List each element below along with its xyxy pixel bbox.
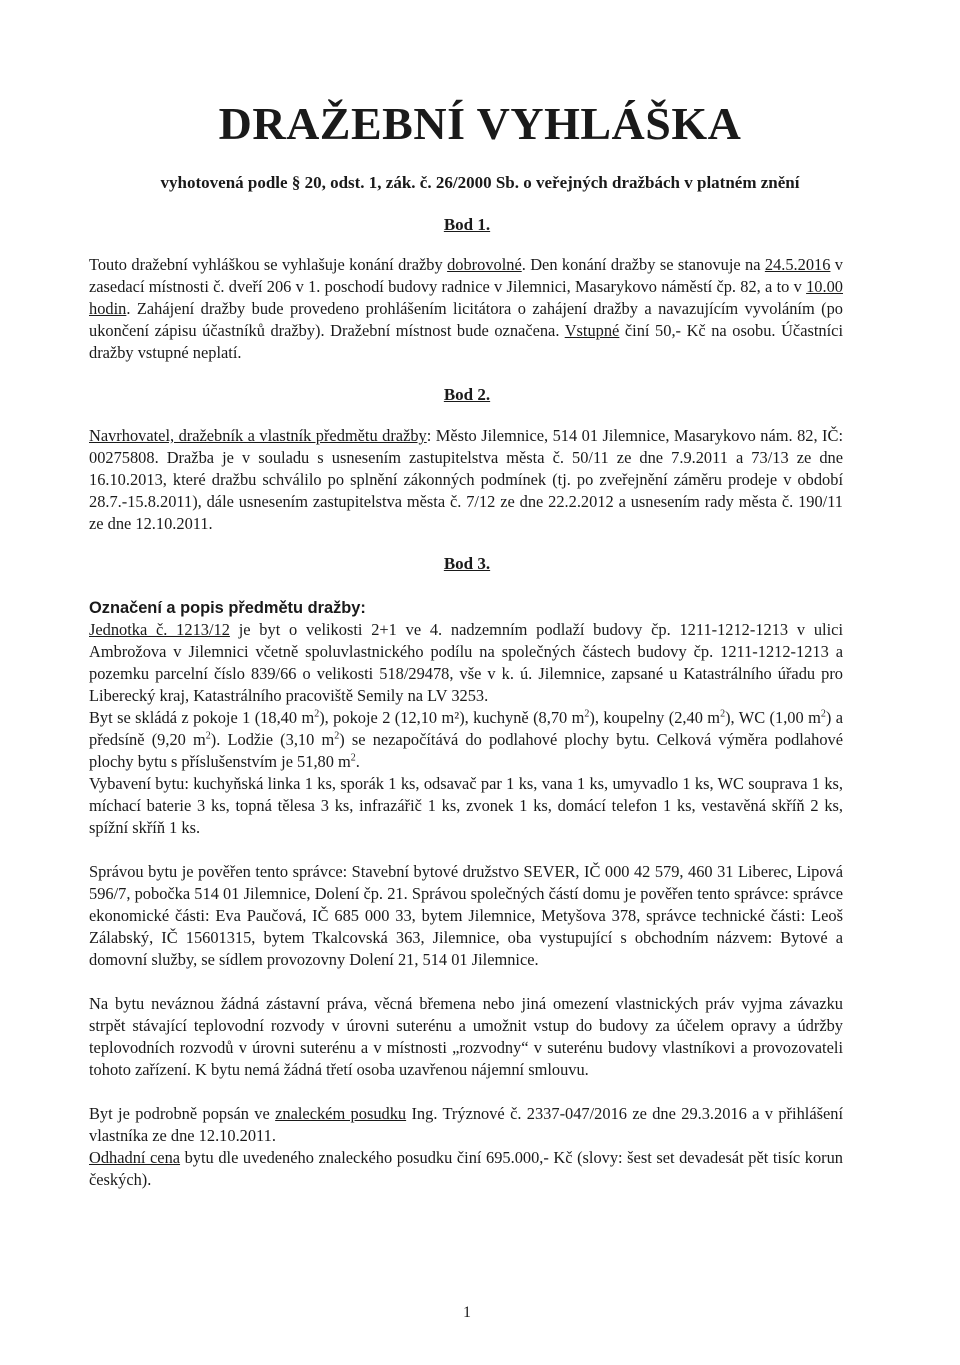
price-text: bytu dle uvedeného znaleckého posudku činí 695.000,- Kč (slovy: šest set devadesát pět tisíc korun českých).	[89, 1148, 843, 1189]
bod3-encumbrances: Na bytu neváznou žádná zástavní práva, věcná břemena nebo jiná omezení vlastnických práv vyjma závazku strpět stávající teplovodní rozvody v úrovni suterénu a umožnit vstup do budovy za účelem opravy a údržby teplovodních rozvodů v úrovni suterénu a v místnosti „rozvodny“ v suterénu budovy vlastníkovi a provozovateli tohoto zařízení. K bytu nemá žádná třetí osoba uzavřenou nájemní smlouvu.	[89, 994, 843, 1079]
rooms-a: Byt se skládá z pokoje 1 (18,40 m	[89, 708, 315, 727]
bod3-rooms	[89, 707, 843, 773]
bod3-section-title: Označení a popis předmětu dražby:	[89, 599, 366, 617]
bod3-heading: Bod 3.	[443, 554, 491, 573]
bod2-text	[89, 425, 843, 535]
bod1-date: 24.5.2016	[764, 255, 831, 274]
rooms-f: ). Lodžie (3,10 m	[210, 730, 335, 749]
sup: 2	[720, 708, 726, 720]
bod3-text	[89, 597, 843, 1191]
sup: 2	[584, 708, 590, 720]
bod3-expert-report	[89, 1103, 843, 1147]
price-label: Odhadní cena	[89, 1148, 181, 1167]
bod2-heading: Bod 2.	[443, 385, 491, 404]
rooms-e: ) a předsíně (9,20 m	[89, 708, 843, 749]
bod1-text-4: . Zahájení dražby bude provedeno prohlášením licitátora o zahájení dražby a navazujícím vyvoláním (po ukončení zápisu účastníků dražby). Dražební místnost bude označena.	[89, 299, 843, 340]
expert-text-1: Byt je podrobně popsán ve	[89, 1104, 276, 1123]
rooms-h: .	[355, 752, 360, 771]
unit-description: je byt o velikosti 2+1 ve 4. nadzemním podlaží budovy čp. 1211-1212-1213 v ulici Ambrožova v Jilemnici včetně spoluvlastnického podílu na společných částech budovy čp. 1211-1212-1213 a pozemku parcelní číslo 839/66 o velikosti 518/29478, vše v k. ú. Jilemnice, zapsané u Katastrálního úřadu pro Liberecký kraj, Katastrálního pracoviště Semily na LV 3253.	[89, 620, 843, 705]
rooms-g: ) se nezapočítává do podlahové plochy bytu. Celková výměra podlahové plochy bytu s příslušenstvím je 51,80 m	[89, 730, 843, 771]
bod1-vstupne: Vstupné	[564, 321, 620, 340]
sup: 2	[334, 730, 340, 742]
sup: 2	[314, 708, 320, 720]
bod1-dobrovolne: dobrovolné	[447, 255, 522, 274]
bod1-text-3: v zasedací místnosti č. dveří 206 v 1. poschodí budovy radnice v Jilemnici, Masarykovo náměstí čp. 82, a to v	[89, 255, 844, 296]
bod1-text-1: Touto dražební vyhláškou se vyhlašuje konání dražby	[89, 255, 448, 274]
sup: 2	[350, 752, 356, 764]
document-title: DRAŽEBNÍ VYHLÁŠKA	[218, 98, 742, 149]
rooms-b: ), pokoje 2 (12,10 m²), kuchyně (8,70 m	[319, 708, 585, 727]
bod1-text	[89, 254, 843, 364]
sup: 2	[205, 730, 211, 742]
expert-report-link: znaleckém posudku	[275, 1104, 407, 1123]
bod1-paragraph	[89, 254, 843, 364]
rooms-d: ), WC (1,00 m	[725, 708, 821, 727]
bod1-time: 10.00 hodin	[89, 277, 843, 318]
bod1-text-2: . Den konání dražby se stanovuje na	[521, 255, 765, 274]
document-subtitle: vyhotovená podle § 20, odst. 1, zák. č. 26/2000 Sb. o veřejných dražbách v platném znění	[160, 173, 800, 192]
bod2-text-1: : Město Jilemnice, 514 01 Jilemnice, Masarykovo nám. 82, IČ: 00275808. Dražba je v souladu s usnesením zastupitelstva města č. 50/11 ze dne 7.9.2011 a 73/13 ze dne 16.10.2013, které dražbu schválilo po splnění zákonných podmínek (tj. po zveřejnění záměru prodeje v období 28.7.-15.8.2011), dále usnesením zastupitelstva města č. 7/12 ze dne 22.2.2012 a usnesením rady města č. 190/11 ze dne 12.10.2011.	[89, 426, 843, 533]
expert-text-2: Ing. Trýznové č. 2337-047/2016 ze dne 29.3.2016 a v přihlášení vlastníka ze dne 12.10.2011.	[89, 1104, 843, 1145]
unit-number: Jednotka č. 1213/12	[89, 620, 230, 639]
bod2-parties: Navrhovatel, dražebník a vlastník předmětu dražby	[89, 426, 427, 445]
bod1-text-5: činí 50,- Kč na osobu. Účastníci dražby vstupné neplatí.	[89, 321, 843, 362]
sup: 2	[820, 708, 826, 720]
bod3-price	[89, 1147, 843, 1191]
bod3-equipment: Vybavení bytu: kuchyňská linka 1 ks, sporák 1 ks, odsavač par 1 ks, vana 1 ks, umyvadlo 1 ks, WC souprava 1 ks, míchací baterie 3 ks, topná tělesa 3 ks, infrazářič 1 ks, zvonek 1 ks, domácí telefon 1 ks, vestavěná skříň 2 ks, spížní skříň 1 ks.	[89, 774, 843, 837]
bod3-unit	[89, 619, 843, 707]
bod1-heading: Bod 1.	[443, 215, 491, 234]
page-number: 1	[463, 1304, 471, 1321]
bod3-management: Správou bytu je pověřen tento správce: Stavební bytové družstvo SEVER, IČ 000 42 579, 460 31 Liberec, Lipová 596/7, pobočka 514 01 Jilemnice, Dolení čp. 21. Správou společných částí domu je pověřen tento správce: správce ekonomické části: Eva Paučová, IČ 685 000 33, bytem Jilemnice, Metyšova 378, správce technické části: Leoš Zálabský, IČ 15601315, bytem Tkalcovská 363, Jilemnice, oba vystupující s obchodním názvem: Bytové a domovní služby, se sídlem provozovny Dolení 21, 514 01 Jilemnice.	[89, 862, 843, 969]
bod2-paragraph	[89, 425, 843, 535]
rooms-c: ), koupelny (2,40 m	[589, 708, 721, 727]
